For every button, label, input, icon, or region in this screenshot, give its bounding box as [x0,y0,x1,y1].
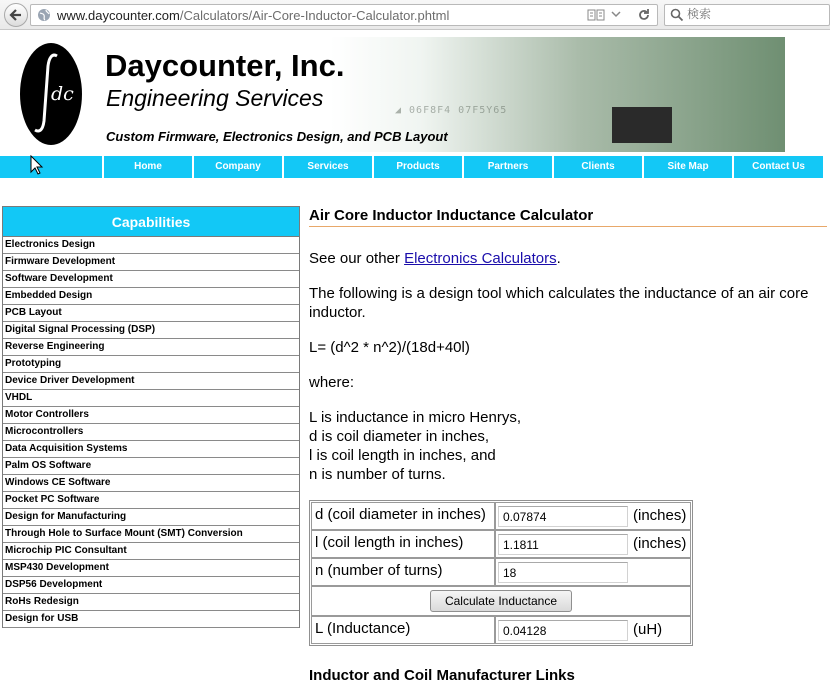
electronics-calculators-link[interactable]: Electronics Calculators [404,250,557,267]
nav-partners[interactable]: Partners [464,156,552,178]
definition-l: L is inductance in micro Henrys, [309,409,522,426]
sidebar-item-prototyping[interactable]: Prototyping [3,356,299,373]
definition-d: d is coil diameter in inches, [309,428,490,445]
sidebar-item-design-for-manufacturing[interactable]: Design for Manufacturing [3,509,299,526]
site-banner [0,37,785,152]
length-input[interactable] [498,534,628,555]
tagline: Engineering Services [106,85,324,111]
nav-home[interactable]: Home [104,156,192,178]
sidebar-item-windows-ce[interactable]: Windows CE Software [3,475,299,492]
sidebar-item-palm-os[interactable]: Palm OS Software [3,458,299,475]
main-nav [0,156,824,178]
sidebar-item-firmware-development[interactable]: Firmware Development [3,254,299,271]
nav-company[interactable]: Company [194,156,282,178]
back-button[interactable] [4,3,28,27]
sidebar-item-msp430[interactable]: MSP430 Development [3,560,299,577]
see-other-suffix: . [556,250,561,267]
calculate-inductance-button[interactable]: Calculate Inductance [430,590,572,612]
see-other-text [309,249,561,268]
sidebar-item-software-development[interactable]: Software Development [3,271,299,288]
sidebar-item-pocket-pc[interactable]: Pocket PC Software [3,492,299,509]
nav-site-map[interactable]: Site Map [644,156,732,178]
chevron-down-icon[interactable] [611,9,621,19]
nav-clients[interactable]: Clients [554,156,642,178]
nav-services[interactable]: Services [284,156,372,178]
page-title: Air Core Inductor Inductance Calculator [309,207,594,224]
capabilities-sidebar [2,206,300,628]
length-unit: (inches) [633,535,687,552]
sidebar-item-vhdl[interactable]: VHDL [3,390,299,407]
intro-line-2: inductor. [309,304,366,321]
sidebar-item-smt-conversion[interactable]: Through Hole to Surface Mount (SMT) Conversion [3,526,299,543]
address-bar[interactable] [30,4,658,26]
company-name: Daycounter, Inc. [105,48,345,83]
search-input[interactable] [687,7,827,21]
intro-line-1: The following is a design tool which calculates the inductance of an air core [309,285,809,302]
back-arrow-icon [9,8,23,22]
definition-l-length: l is coil length in inches, and [309,447,496,464]
sidebar-item-motor-controllers[interactable]: Motor Controllers [3,407,299,424]
formula: L= (d^2 * n^2)/(18d+40l) [309,339,470,356]
nav-products[interactable]: Products [374,156,462,178]
inductance-output[interactable] [498,620,628,641]
where-text: where: [309,374,355,391]
reader-view-icon[interactable] [587,8,605,22]
daycounter-logo[interactable] [19,42,83,147]
inductance-unit: (uH) [633,621,663,638]
inductance-label: L (Inductance) [311,616,495,644]
banner-subtitle: Custom Firmware, Electronics Design, and PCB Layout [106,129,448,144]
diameter-unit: (inches) [633,507,687,524]
globe-icon [37,8,51,22]
sidebar-header: Capabilities [3,207,299,237]
turns-input[interactable] [498,562,628,583]
sidebar-item-pic-consultant[interactable]: Microchip PIC Consultant [3,543,299,560]
nav-contact-us[interactable]: Contact Us [734,156,823,178]
chip-graphic [612,107,672,143]
url-text: www.daycounter.com/Calculators/Air-Core-Inductor-Calculator.phtml [57,8,450,23]
manufacturer-links-heading: Inductor and Coil Manufacturer Links [309,667,575,684]
sidebar-item-rohs[interactable]: RoHs Redesign [3,594,299,611]
nav-spacer [0,156,102,178]
sidebar-item-reverse-engineering[interactable]: Reverse Engineering [3,339,299,356]
sidebar-item-embedded-design[interactable]: Embedded Design [3,288,299,305]
reload-icon[interactable] [636,7,652,23]
turns-label: n (number of turns) [311,558,495,586]
sidebar-item-pcb-layout[interactable]: PCB Layout [3,305,299,322]
sidebar-item-usb[interactable]: Design for USB [3,611,299,628]
definition-n: n is number of turns. [309,466,446,483]
sidebar-item-dsp[interactable]: Digital Signal Processing (DSP) [3,322,299,339]
see-other-prefix: See our other [309,250,405,267]
sidebar-item-device-driver[interactable]: Device Driver Development [3,373,299,390]
search-box[interactable] [664,4,830,26]
sidebar-item-dsp56[interactable]: DSP56 Development [3,577,299,594]
sidebar-item-microcontrollers[interactable]: Microcontrollers [3,424,299,441]
mouse-cursor-icon [30,155,44,175]
svg-text:dc: dc [51,83,74,105]
sidebar-item-data-acquisition[interactable]: Data Acquisition Systems [3,441,299,458]
search-icon [670,8,684,22]
board-silkscreen: ◢ 06F8F4 07F5Y65 [395,105,508,116]
sidebar-item-electronics-design[interactable]: Electronics Design [3,237,299,254]
length-label: l (coil length in inches) [311,530,495,558]
title-divider [309,226,827,227]
diameter-input[interactable] [498,506,628,527]
browser-toolbar [0,0,830,30]
diameter-label: d (coil diameter in inches) [311,502,495,530]
